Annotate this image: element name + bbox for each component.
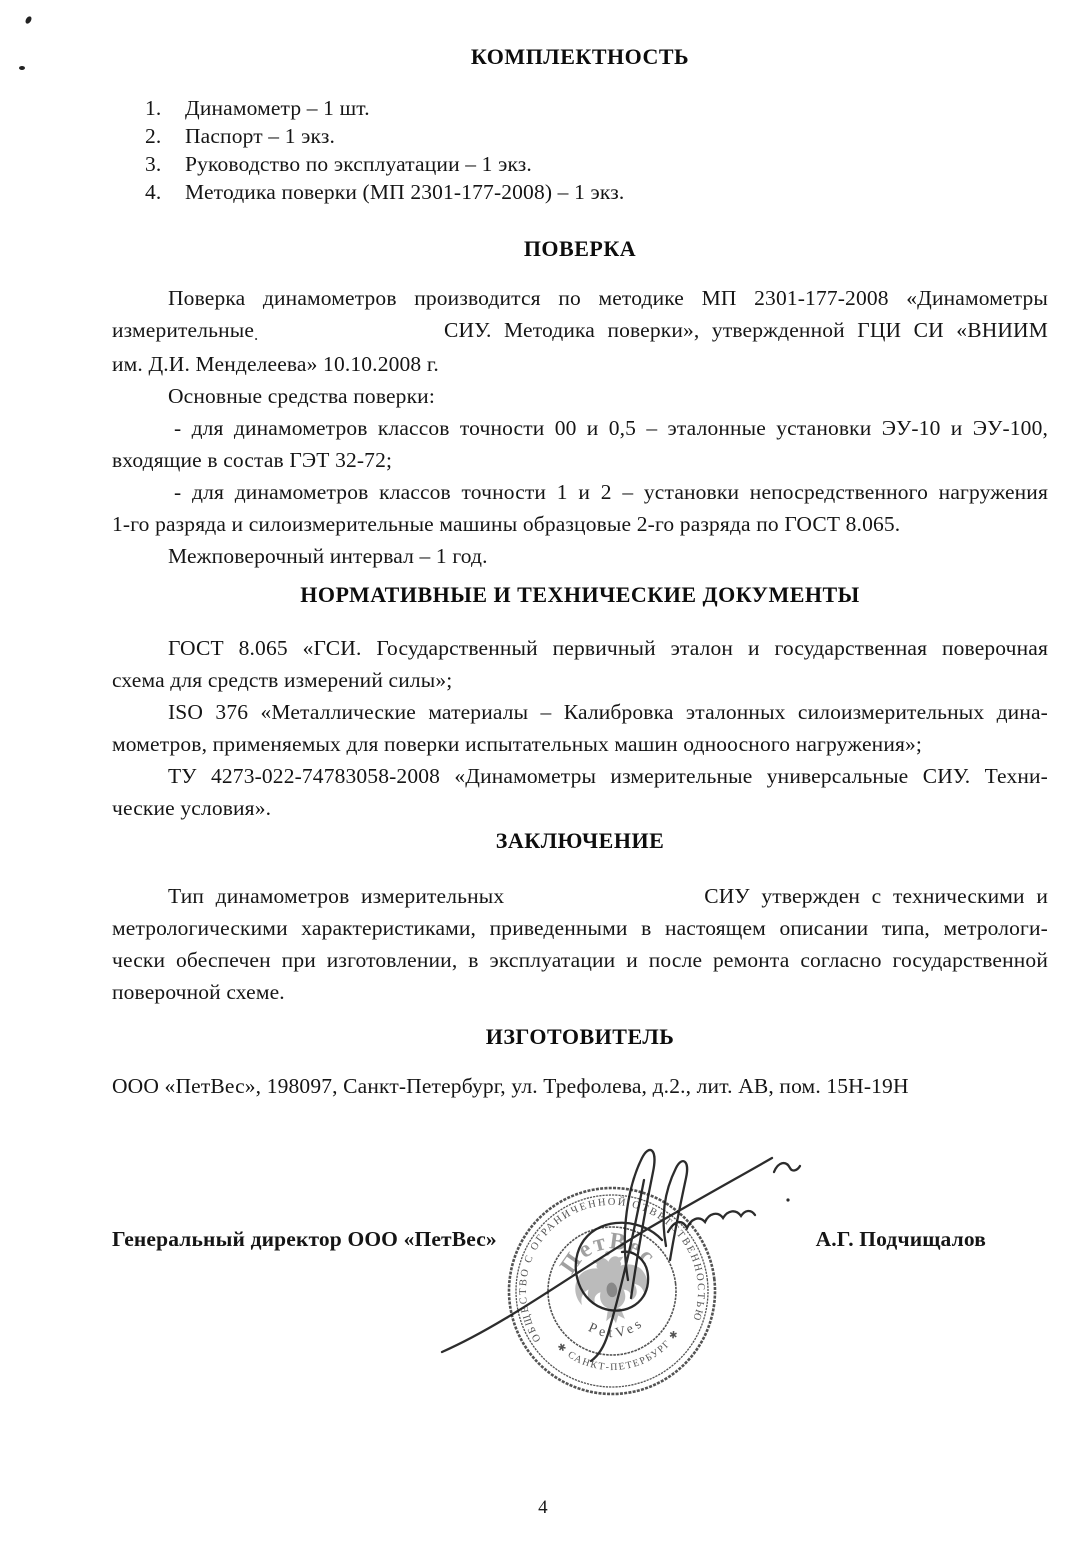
text-segment: измерительные xyxy=(112,318,255,342)
seal-ring-text-top: ОБЩЕСТВО С ОГРАНИЧЕННОЙ ОТВЕТСТВЕННОСТЬЮ xyxy=(517,1196,707,1344)
signer-position-title: Генеральный директор ООО «ПетВес» xyxy=(112,1227,497,1251)
list-item-text: Паспорт – 1 экз. xyxy=(185,124,336,148)
list-item-number: 4. xyxy=(145,180,162,204)
text-segment: Тип динамометров измерительных xyxy=(168,884,505,908)
text-line: ГОСТ 8.065 «ГСИ. Государственный первичный эталон и государственная поверочная xyxy=(168,636,1048,660)
list-item xyxy=(145,122,1048,150)
text-line: мометров, применяемых для поверки испытательных машин одноосного нагружения»; xyxy=(112,732,923,756)
seal-inner-top-text: ПетВес xyxy=(555,1228,662,1279)
text-line xyxy=(112,314,1048,348)
text-line: им. Д.И. Менделеева» 10.10.2008 г. xyxy=(112,352,439,376)
scan-speck xyxy=(24,15,32,24)
section-heading-completeness: КОМПЛЕКТНОСТЬ xyxy=(470,44,690,69)
signer-name: А.Г. Подчищалов xyxy=(815,1227,986,1251)
list-item-number: 2. xyxy=(145,124,162,148)
company-stamp-and-signature xyxy=(430,1128,810,1443)
section-heading-manufacturer: ИЗГОТОВИТЕЛЬ xyxy=(485,1024,675,1049)
text-line: Поверка динамометров производится по методике МП 2301-177-2008 «Динамометры xyxy=(168,286,1048,310)
text-segment: СИУ. Методика поверки», утвержденной ГЦИ СИ «ВНИИМ xyxy=(444,318,1048,342)
completeness-list xyxy=(145,94,1048,206)
text-line: метрологическими характеристиками, приведенными в настоящем описании типа, метрологи- xyxy=(112,916,1048,940)
text-line: схема для средств измерений силы»; xyxy=(112,668,453,692)
text-line xyxy=(112,880,1048,912)
list-item-text: Динамометр – 1 шт. xyxy=(185,96,370,120)
seal-ring-text-bottom: ✱ САНКТ-ПЕТЕРБУРГ ✱ xyxy=(554,1327,683,1374)
signature-stroke xyxy=(774,1163,800,1172)
scan-speck xyxy=(19,66,25,70)
text-line: 1-го разряда и силоизмерительные машины образцовые 2-го разряда по ГОСТ 8.065. xyxy=(112,512,901,536)
text-line: - для динамометров классов точности 00 и 0,5 – эталонные установки ЭУ-10 и ЭУ-100, xyxy=(174,416,1048,440)
list-item xyxy=(145,178,1048,206)
text-line: Межповерочный интервал – 1 год. xyxy=(168,544,488,568)
text-line: Основные средства поверки: xyxy=(168,384,435,408)
list-item-text: Руководство по эксплуатации – 1 экз. xyxy=(185,152,532,176)
text-line: - для динамометров классов точности 1 и 2 – установки непосредственного нагружения xyxy=(174,480,1048,504)
ink-dot xyxy=(786,1198,789,1201)
list-item xyxy=(145,150,1048,178)
list-item xyxy=(145,94,1048,122)
documents-paragraphs xyxy=(112,632,1048,824)
text-line: ISO 376 «Металлические материалы – Калибровка эталонных силоизмерительных дина- xyxy=(168,700,1048,724)
section-heading-verification: ПОВЕРКА xyxy=(523,236,637,261)
text-line: чески обеспечен при изготовлении, в эксплуатации и после ремонта согласно государственной xyxy=(112,948,1048,972)
text-line: ческие условия». xyxy=(112,796,272,820)
page-number: 4 xyxy=(538,1497,548,1518)
round-seal xyxy=(497,1176,727,1406)
seal-inner-bottom-text: PetVes xyxy=(585,1314,648,1342)
manufacturer-address: ООО «ПетВес», 198097, Санкт-Петербург, ул. Трефолева, д.2., лит. АВ, пом. 15Н-19Н xyxy=(112,1074,909,1098)
blank-gap: . xyxy=(254,325,259,344)
text-line: входящие в состав ГЭТ 32-72; xyxy=(112,448,393,472)
list-item-text: Методика поверки (МП 2301-177-2008) – 1 экз. xyxy=(185,180,625,204)
verification-paragraphs xyxy=(112,282,1048,572)
list-item-number: 1. xyxy=(145,96,162,120)
text-segment: СИУ утвержден с техническими и xyxy=(704,884,1048,908)
text-line: ТУ 4273-022-74783058-2008 «Динамометры измерительные универсальные СИУ. Техни- xyxy=(168,764,1048,788)
section-heading-conclusion: ЗАКЛЮЧЕНИЕ xyxy=(495,828,665,853)
text-line: поверочной схеме. xyxy=(112,980,285,1004)
list-item-number: 3. xyxy=(145,152,162,176)
conclusion-paragraphs xyxy=(112,880,1048,1008)
section-heading-documents: НОРМАТИВНЫЕ И ТЕХНИЧЕСКИЕ ДОКУМЕНТЫ xyxy=(300,582,860,607)
